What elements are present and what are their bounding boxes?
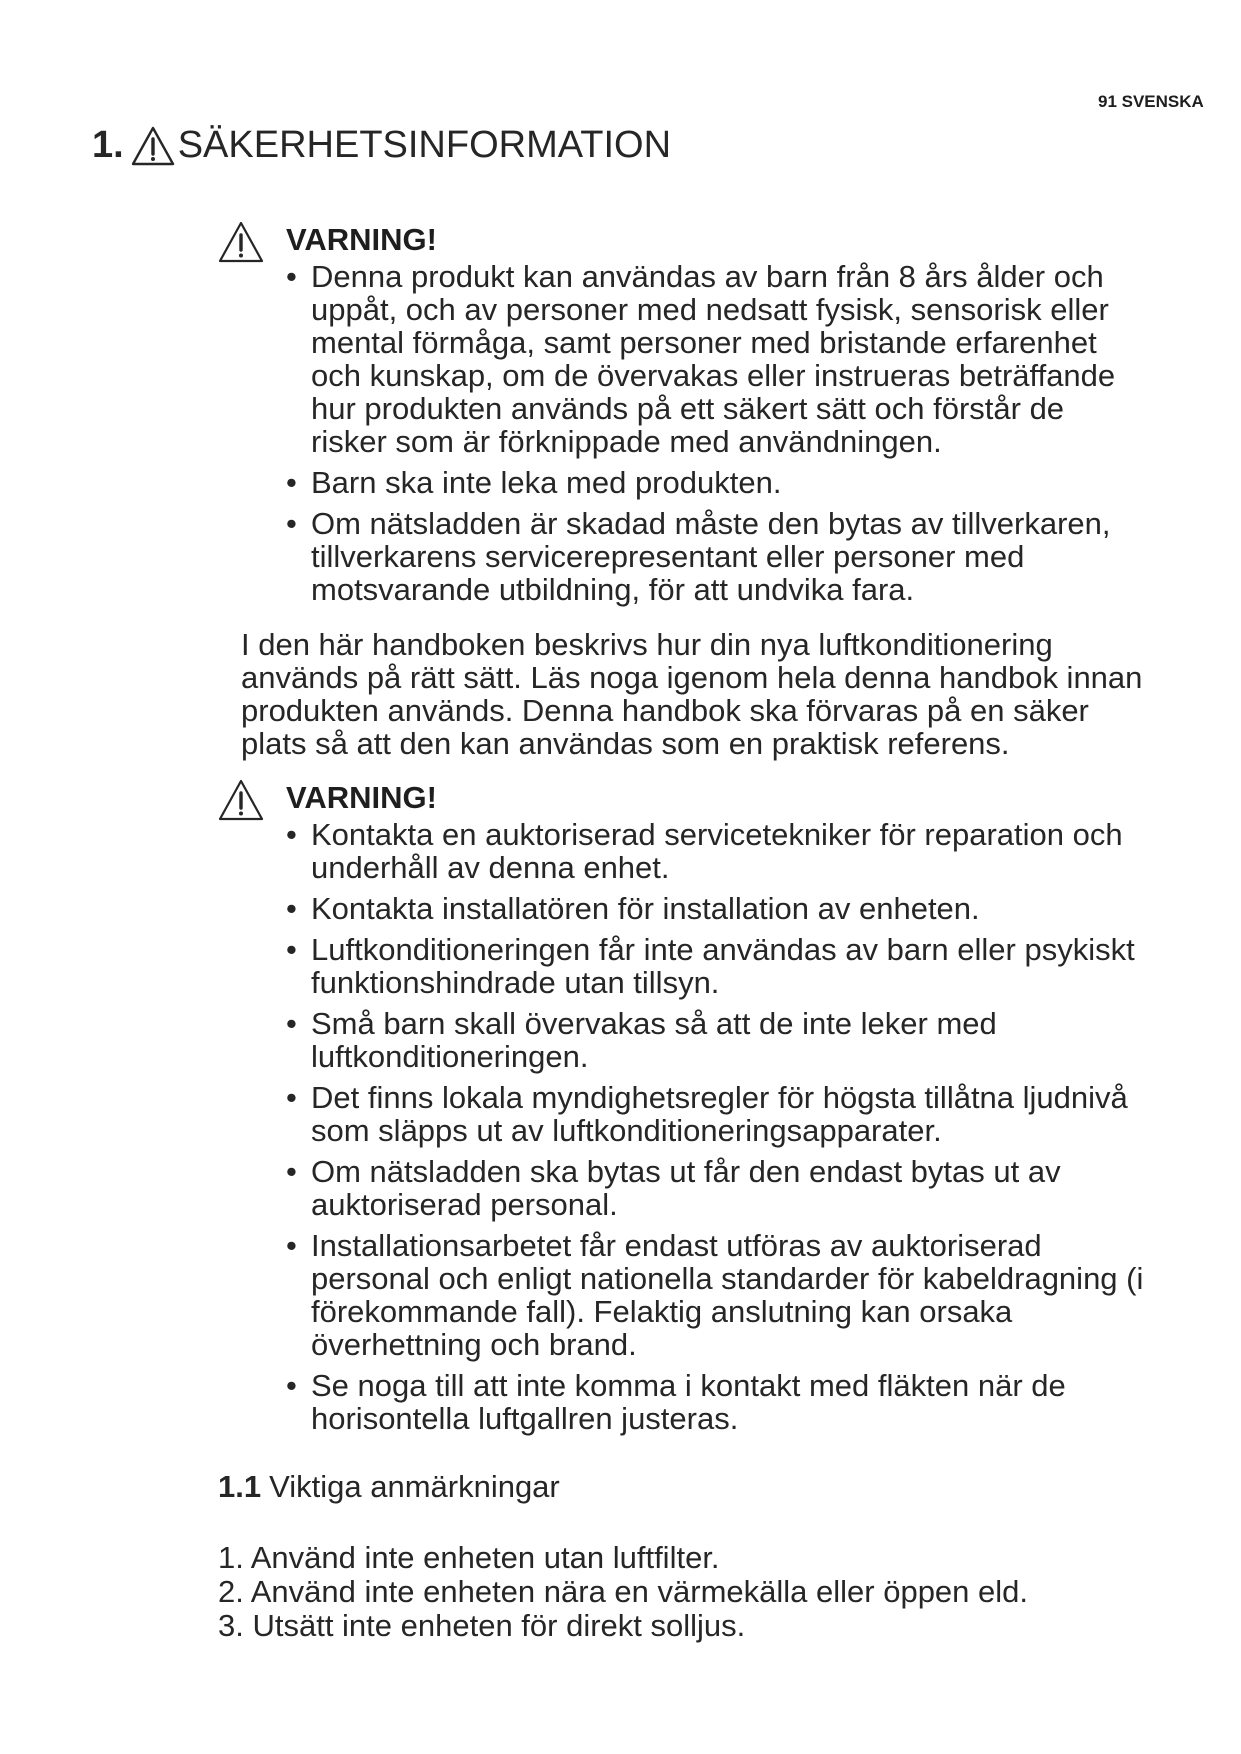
note-item: 1. Använd inte enheten utan luftfilter.	[218, 1540, 720, 1575]
list-item-text: Se noga till att inte komma i kontakt med fläkten när de horisontella luftgallren justeras.	[311, 1368, 1066, 1436]
list-item-text: Denna produkt kan användas av barn från 8 års ålder och uppåt, och av personer med nedsatt fysisk, sensorisk eller mental förmåga, samt personer med bristande erfarenhet och kunskap, om de övervakas eller instrueras beträffande hur produkten används på ett säkert sätt och förstår de risker som är förknippade med användningen.	[311, 259, 1116, 459]
list-item-text: Om nätsladden ska bytas ut får den endast bytas ut av auktoriserad personal.	[311, 1154, 1061, 1222]
list-item-text: Små barn skall övervakas så att de inte leker med luftkonditioneringen.	[311, 1006, 997, 1074]
list-item-text: Luftkonditioneringen får inte användas av barn eller psykiskt funktionshindrade utan tillsyn.	[311, 932, 1135, 1000]
list-item: • Om nätsladden är skadad måste den bytas av tillverkaren, tillverkarens servicerepresentant eller personer med motsvarande utbildning, för att undvika fara.	[286, 506, 1111, 607]
list-item-text: Installationsarbetet får endast utföras av auktoriserad personal och enligt nationella standarder för kabeldragning (i förekommande fall). Felaktig anslutning kan orsaka överhettning och brand.	[311, 1228, 1144, 1362]
list-item-text: Det finns lokala myndighetsregler för högsta tillåtna ljudnivå som släpps ut av luftkonditioneringsapparater.	[311, 1080, 1128, 1148]
list-item: • Installationsarbetet får endast utföras av auktoriserad personal och enligt nationella standarder för kabeldragning (i förekommande fall). Felaktig anslutning kan orsaka överhettning och brand.	[286, 1228, 1144, 1362]
list-item: • Denna produkt kan användas av barn från 8 års ålder och uppåt, och av personer med nedsatt fysisk, sensorisk eller mental förmåga, samt personer med bristande erfarenhet och kunskap, om de övervakas eller instrueras beträffande hur produkten används på ett säkert sätt och förstår de risker som är förknippade med användningen.	[286, 259, 1116, 459]
list-item-text: Kontakta en auktoriserad servicetekniker för reparation och underhåll av denna enhet.	[311, 817, 1123, 885]
list-item: • Se noga till att inte komma i kontakt med fläkten när de horisontella luftgallren justeras.	[286, 1368, 1066, 1436]
warning-heading: VARNING!	[286, 780, 437, 815]
notes-list	[218, 1541, 1241, 1643]
list-item: • Det finns lokala myndighetsregler för högsta tillåtna ljudnivå som släpps ut av luftkonditioneringsapparater.	[286, 1080, 1128, 1148]
subsection-heading	[218, 1467, 1241, 1507]
warning-list	[286, 260, 1146, 606]
warning-block-2	[0, 778, 1241, 1435]
section-title	[92, 124, 671, 167]
list-item: • Kontakta installatören för installation av enheten.	[286, 891, 980, 926]
page-content	[0, 220, 1241, 1643]
subsection-title: Viktiga anmärkningar	[269, 1469, 560, 1504]
section-title-text: SÄKERHETSINFORMATION	[177, 124, 672, 166]
list-item: • Kontakta en auktoriserad servicetekniker för reparation och underhåll av denna enhet.	[286, 817, 1123, 885]
list-item-text: Om nätsladden är skadad måste den bytas av tillverkaren, tillverkarens servicerepresentant eller personer med motsvarande utbildning, för att undvika fara.	[311, 506, 1111, 607]
note-item: 2. Använd inte enheten nära en värmekälla eller öppen eld.	[218, 1574, 1029, 1609]
page-number: 91 SVENSKA	[1098, 92, 1204, 111]
warning-block-1	[0, 220, 1241, 606]
warning-icon	[217, 220, 265, 264]
list-item: • Barn ska inte leka med produkten.	[286, 465, 782, 500]
list-item-text: Kontakta installatören för installation av enheten.	[311, 891, 980, 926]
warning-heading: VARNING!	[286, 222, 437, 257]
note-item: 3. Utsätt inte enheten för direkt solljus.	[218, 1608, 746, 1643]
subsection-number: 1.1	[218, 1469, 262, 1504]
section-number: 1.	[92, 124, 124, 166]
list-item: • Luftkonditioneringen får inte användas av barn eller psykiskt funktionshindrade utan tillsyn.	[286, 932, 1135, 1000]
warning-triangle-icon	[130, 125, 176, 167]
warning-icon	[217, 778, 265, 822]
list-item: • Små barn skall övervakas så att de inte leker med luftkonditioneringen.	[286, 1006, 997, 1074]
list-item-text: Barn ska inte leka med produkten.	[311, 465, 782, 500]
list-item: • Om nätsladden ska bytas ut får den endast bytas ut av auktoriserad personal.	[286, 1154, 1061, 1222]
warning-list	[286, 818, 1146, 1435]
intro-paragraph: I den här handboken beskrivs hur din nya luftkonditionering används på rätt sätt. Läs noga igenom hela denna handbok innan produkten används. Denna handbok ska förvaras på en säker plats så att den kan användas som en praktisk referens.	[241, 627, 1143, 761]
